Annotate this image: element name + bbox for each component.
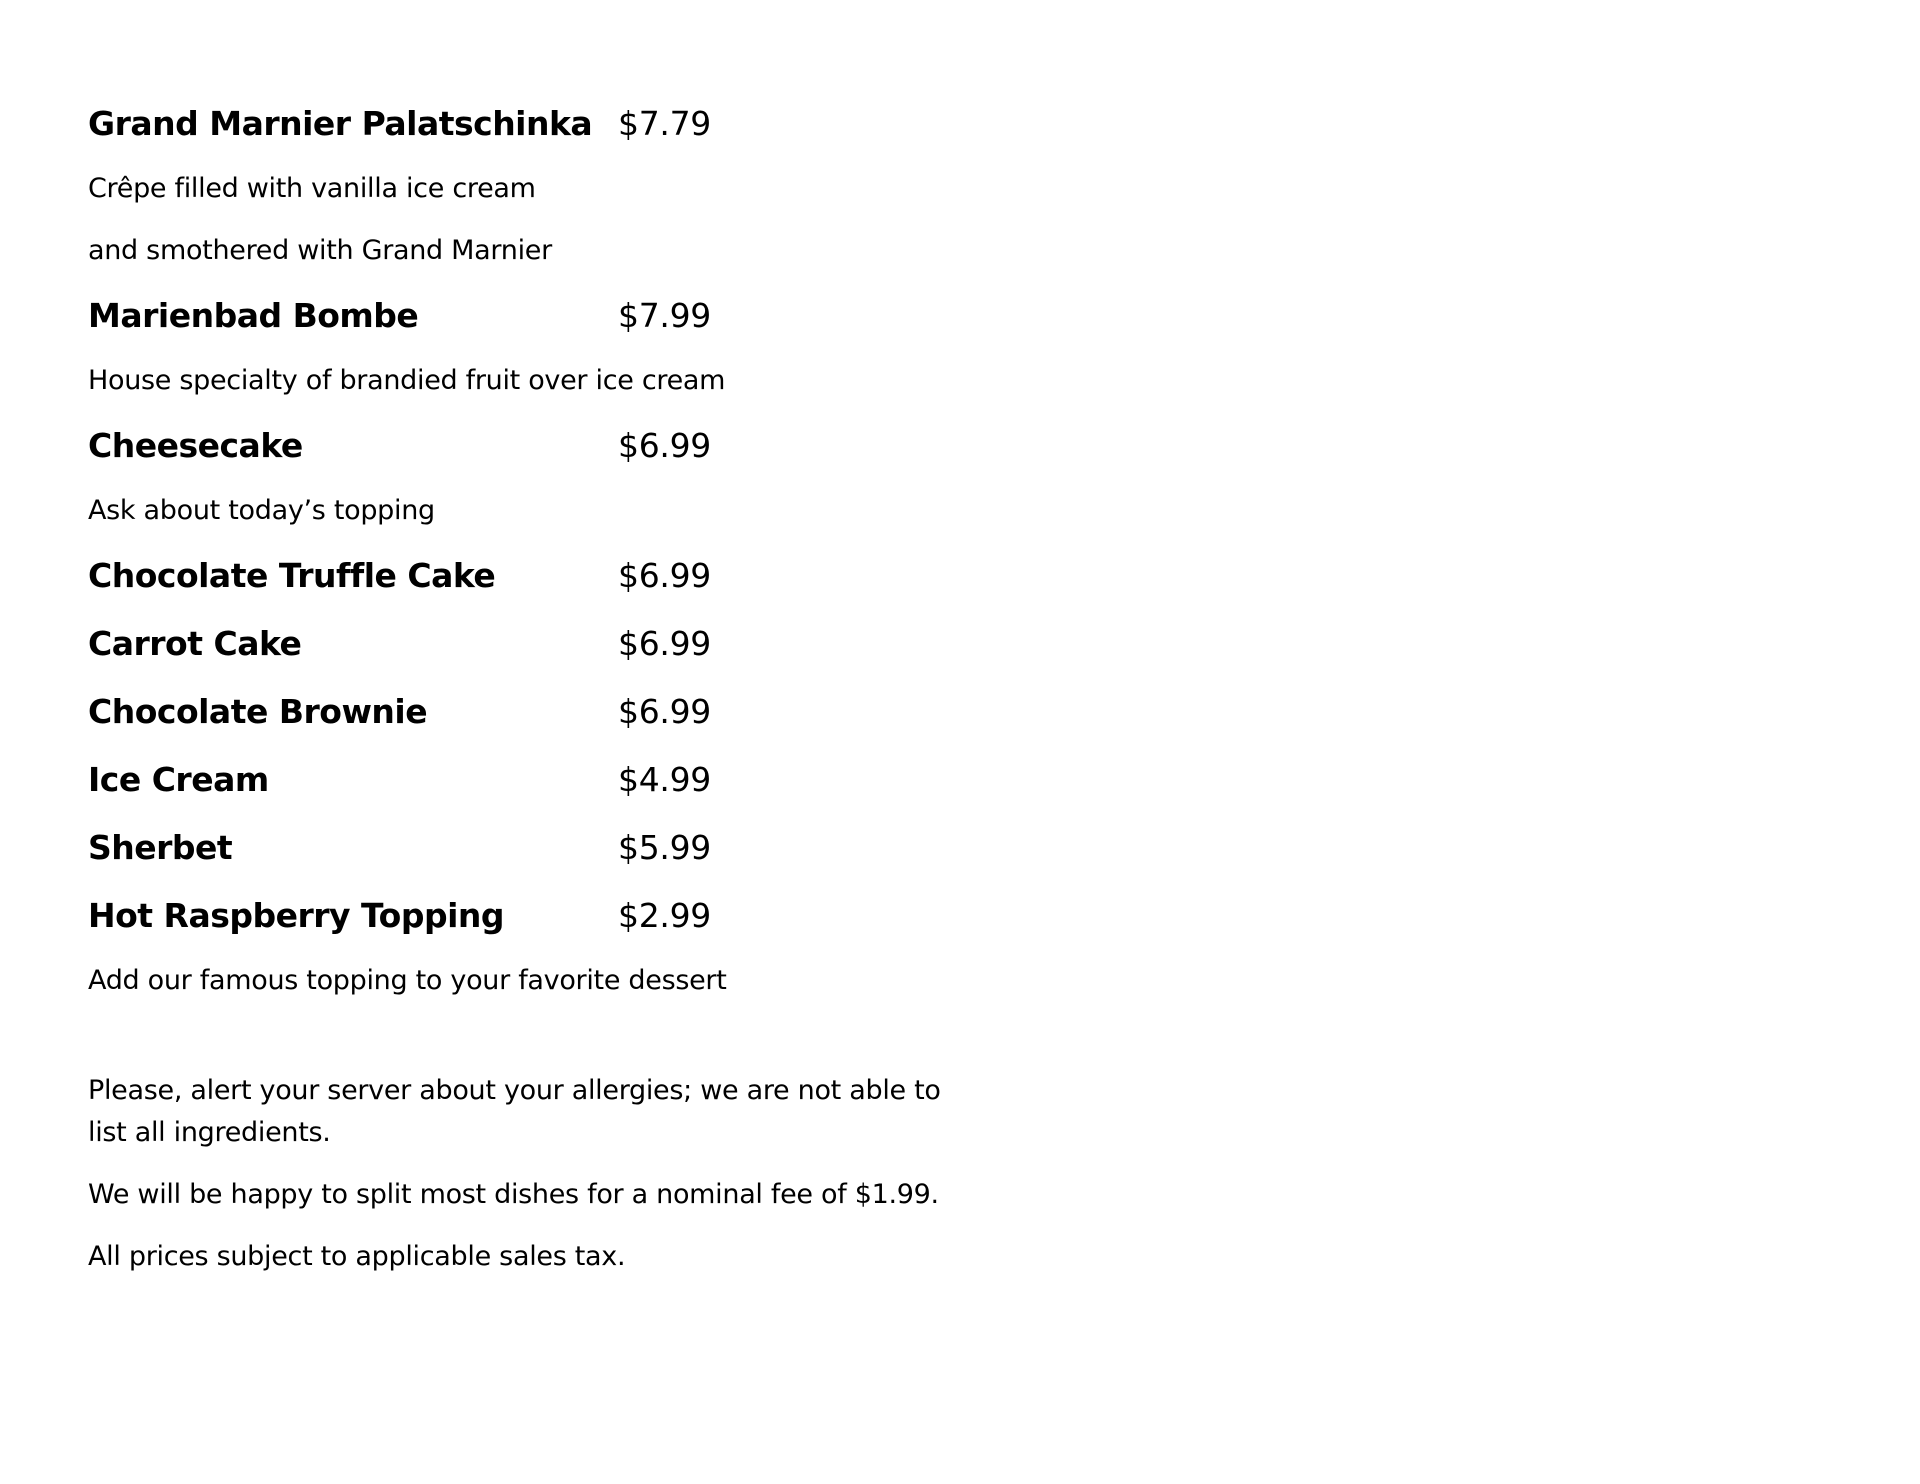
- dessert-menu: [88, 90, 948, 1012]
- item-name: Chocolate Truffle Cake: [88, 556, 496, 595]
- menu-item: [88, 90, 948, 158]
- item-price: $7.79: [618, 104, 711, 143]
- item-name: Marienbad Bombe: [88, 296, 419, 335]
- item-name: Carrot Cake: [88, 624, 302, 663]
- item-name: Cheesecake: [88, 426, 303, 465]
- menu-item: [88, 746, 948, 814]
- item-description: Add our famous topping to your favorite dessert: [88, 965, 727, 996]
- item-description: and smothered with Grand Marnier: [88, 235, 552, 266]
- allergy-note: Please, alert your server about your allergies; we are not able to list all ingredients.: [88, 1075, 941, 1148]
- item-name: Ice Cream: [88, 760, 269, 799]
- item-description: Crêpe filled with vanilla ice cream: [88, 173, 536, 204]
- split-fee-note: We will be happy to split most dishes for a nominal fee of $1.99.: [88, 1179, 939, 1210]
- item-price: $2.99: [618, 896, 711, 935]
- item-name: Chocolate Brownie: [88, 692, 428, 731]
- item-description: House specialty of brandied fruit over ice cream: [88, 365, 726, 396]
- item-price: $6.99: [618, 624, 711, 663]
- menu-item: [88, 610, 948, 678]
- item-price: $7.99: [618, 296, 711, 335]
- menu-item: [88, 282, 948, 350]
- menu-item: [88, 542, 948, 610]
- item-name: Hot Raspberry Topping: [88, 896, 505, 935]
- menu-item: [88, 412, 948, 480]
- item-name: Grand Marnier Palatschinka: [88, 104, 593, 143]
- item-price: $5.99: [618, 828, 711, 867]
- item-name: Sherbet: [88, 828, 233, 867]
- item-price: $6.99: [618, 692, 711, 731]
- menu-item: [88, 814, 948, 882]
- item-price: $6.99: [618, 426, 711, 465]
- sales-tax-note: All prices subject to applicable sales tax.: [88, 1241, 626, 1272]
- item-description: Ask about today’s topping: [88, 495, 435, 526]
- menu-item: [88, 678, 948, 746]
- item-price: $4.99: [618, 760, 711, 799]
- menu-item: [88, 882, 948, 950]
- item-price: $6.99: [618, 556, 711, 595]
- menu-notes: [88, 1070, 948, 1298]
